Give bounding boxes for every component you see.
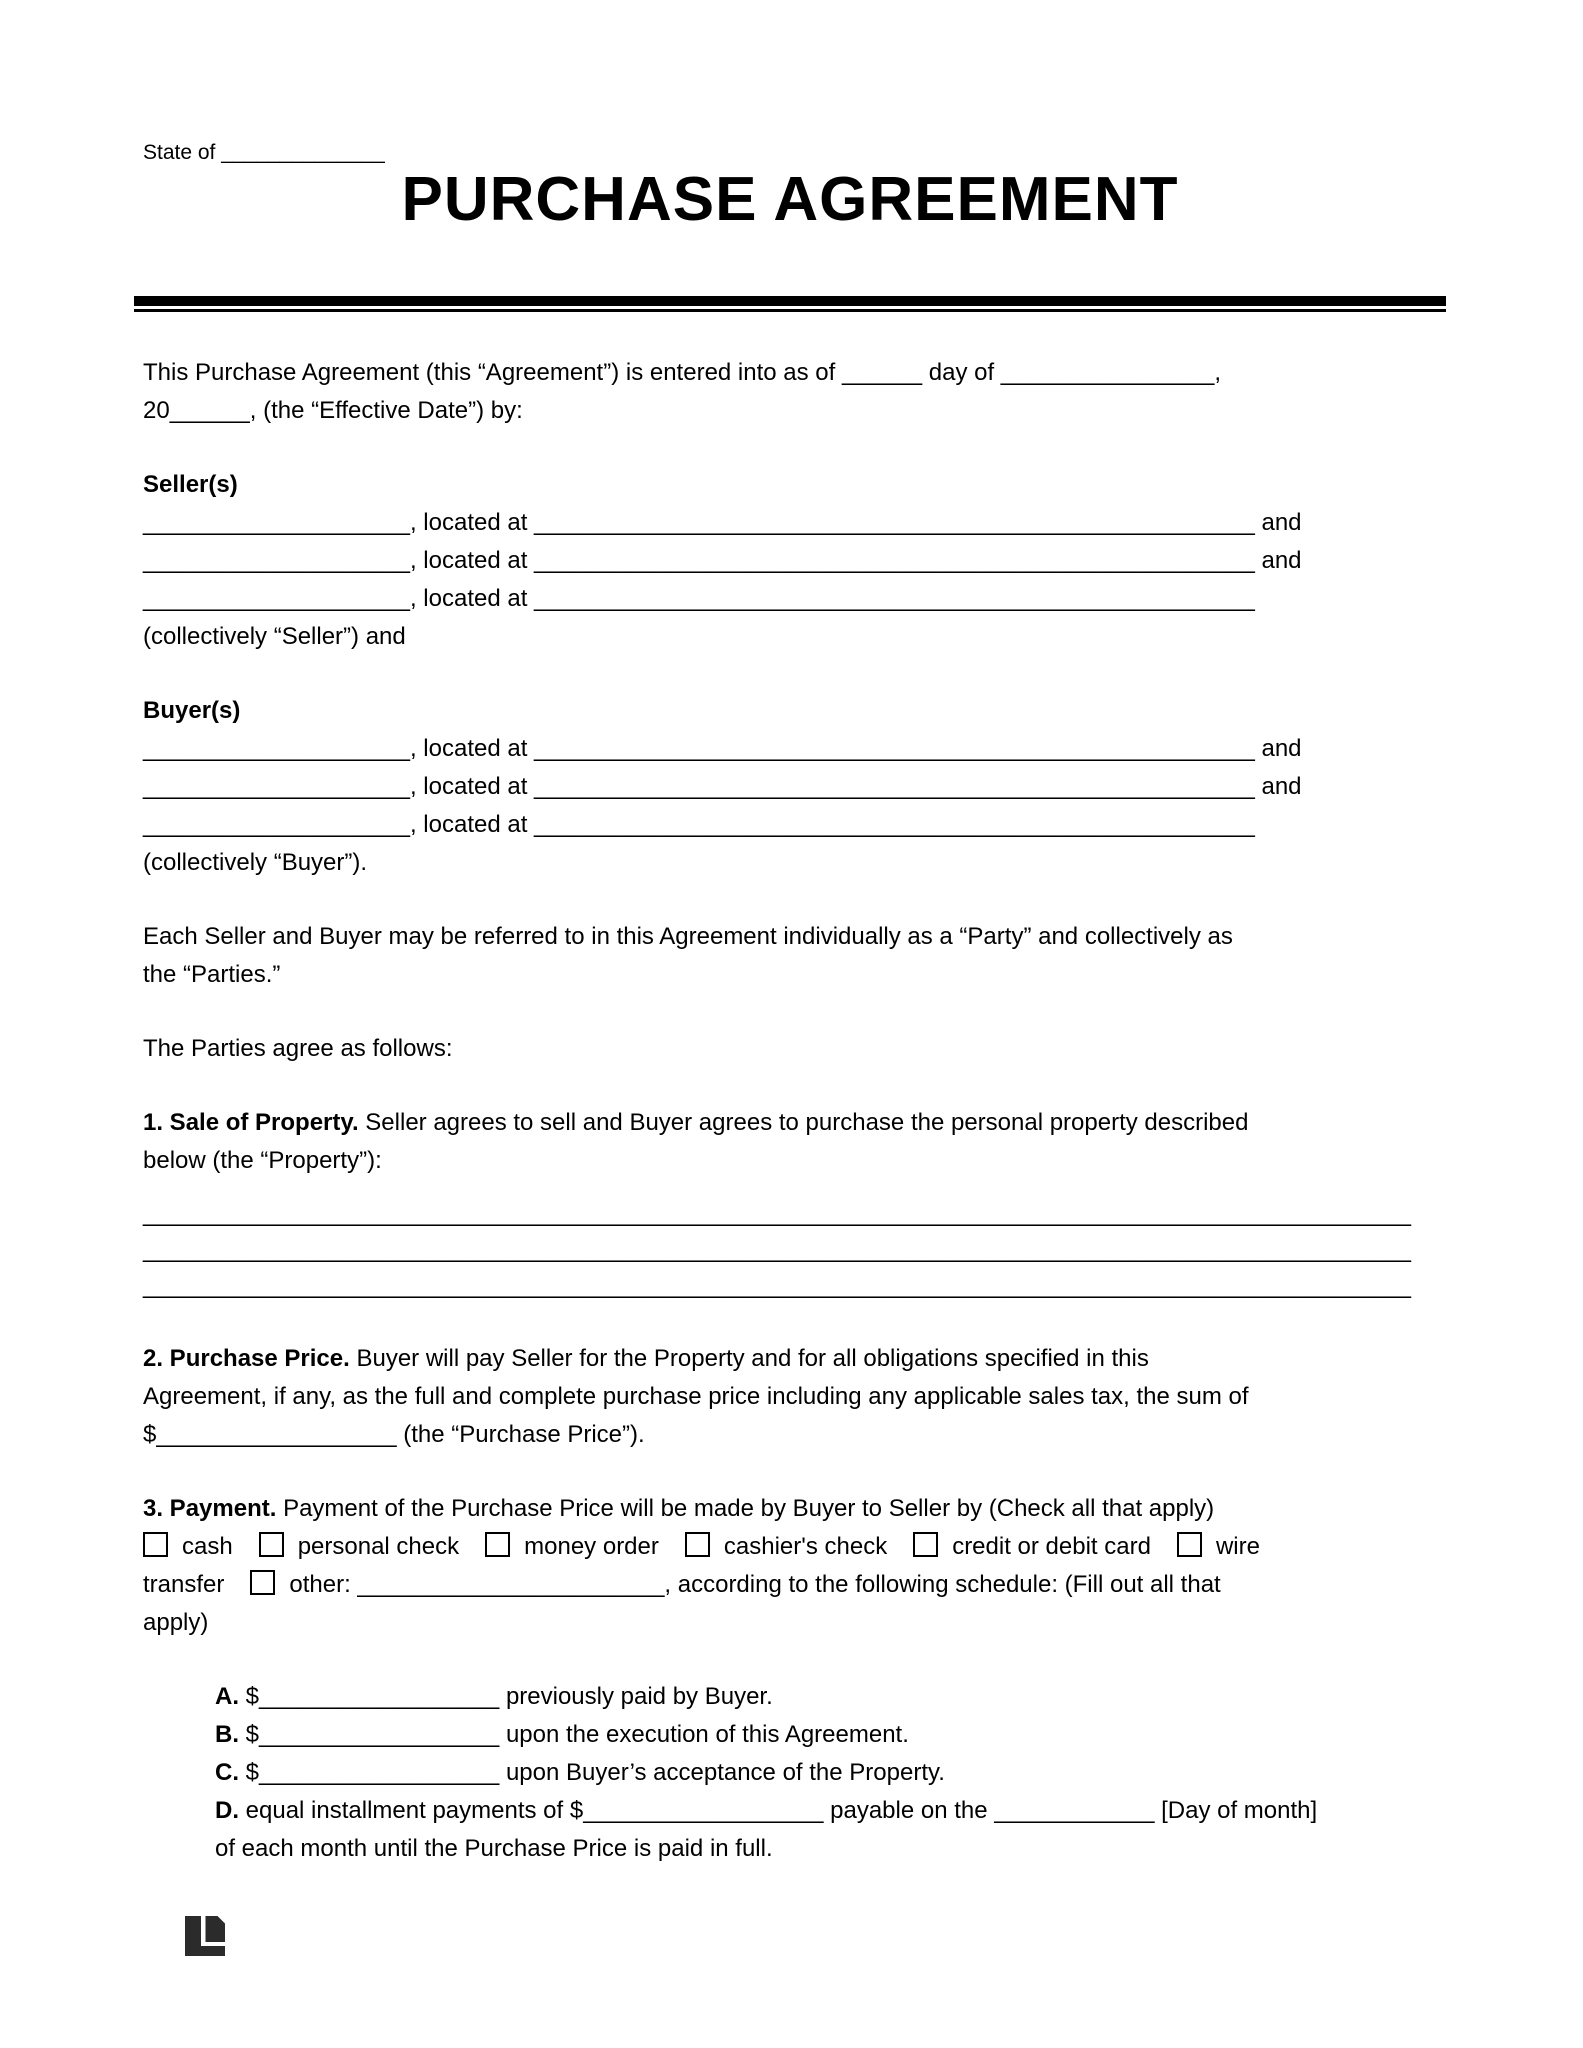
text-run: _______________________________________________________________________________________________ <box>143 1272 1412 1299</box>
bold-text-run: A. <box>215 1683 239 1710</box>
text-run: ____________________, located at ______________________________________________________ and <box>143 773 1302 800</box>
text-run: of each month until the Purchase Price is paid in full. <box>215 1835 773 1862</box>
text-run: credit or debit card <box>952 1533 1151 1560</box>
text-run: ____________________, located at ______________________________________________________ and <box>143 735 1302 762</box>
sellers-section <box>143 466 1437 656</box>
bold-text-run: Buyer(s) <box>143 697 241 724</box>
text-run: the “Parties.” <box>143 961 281 988</box>
text-run: (collectively “Seller”) and <box>143 623 406 650</box>
text-line <box>143 1104 1437 1142</box>
checkbox-cashiers-check[interactable] <box>685 1532 710 1557</box>
text-line <box>143 692 1437 730</box>
text-line <box>143 1566 1437 1604</box>
text-line <box>215 1678 1437 1716</box>
text-line <box>143 768 1437 806</box>
text-run: ____________________, located at ______________________________________________________ <box>143 811 1255 838</box>
text-run: ____________________, located at ______________________________________________________ <box>143 585 1255 612</box>
text-run: $__________________ previously paid by Buyer. <box>239 1683 773 1710</box>
text-run: apply) <box>143 1609 209 1636</box>
text-line <box>215 1830 1437 1868</box>
text-run: $__________________ upon the execution of this Agreement. <box>239 1721 909 1748</box>
text-line <box>143 392 1437 430</box>
text-run: money order <box>524 1533 659 1560</box>
legaltemplates-logo <box>185 1916 225 1956</box>
text-line <box>143 1232 1437 1268</box>
bold-text-run: 3. Payment. <box>143 1495 277 1522</box>
text-run: other: _______________________, according to the following schedule: (Fill out all that <box>289 1571 1221 1598</box>
page-title: PURCHASE AGREEMENT <box>401 165 1179 234</box>
bold-text-run: 1. Sale of Property. <box>143 1109 359 1136</box>
checkbox-credit-or-debit-card[interactable] <box>913 1532 938 1557</box>
text-run: _______________________________________________________________________________________________ <box>143 1200 1412 1227</box>
text-run: 20______, (the “Effective Date”) by: <box>143 397 523 424</box>
text-line <box>143 1490 1437 1528</box>
checkbox-cash[interactable] <box>143 1532 168 1557</box>
text-line <box>143 1416 1437 1454</box>
text-run: ____________________, located at ______________________________________________________ and <box>143 509 1302 536</box>
text-line <box>143 466 1437 504</box>
text-line <box>143 580 1437 618</box>
text-line <box>215 1716 1437 1754</box>
text-run: Seller agrees to sell and Buyer agrees to purchase the personal property described <box>358 1109 1249 1136</box>
legaltemplates-logo-icon <box>185 1916 225 1956</box>
text-line <box>143 504 1437 542</box>
text-run: Buyer will pay Seller for the Property and for all obligations specified in this <box>349 1345 1149 1372</box>
parties-paragraph <box>143 918 1437 994</box>
text-line <box>143 1604 1437 1642</box>
checkbox-personal-check[interactable] <box>259 1532 284 1557</box>
text-line <box>143 1142 1437 1180</box>
text-run: _______________________________________________________________________________________________ <box>143 1236 1412 1263</box>
text-run: equal installment payments of $__________________ payable on the ____________ [Day of month] <box>239 1797 1318 1824</box>
property-description-blanks <box>143 1196 1437 1304</box>
text-run: The Parties agree as follows: <box>143 1035 453 1062</box>
text-run: cashier's check <box>723 1533 888 1560</box>
sale-of-property-section <box>143 1104 1437 1180</box>
purchase-price-section <box>143 1340 1437 1454</box>
checkbox-wire-transfer[interactable] <box>1177 1532 1202 1557</box>
text-line <box>143 844 1437 882</box>
state-of-label: State of <box>143 141 216 164</box>
checkbox-other[interactable] <box>250 1570 275 1595</box>
text-line <box>143 1030 1437 1068</box>
text-line <box>143 1528 1437 1566</box>
text-line <box>143 542 1437 580</box>
text-line <box>215 1792 1437 1830</box>
text-run: Each Seller and Buyer may be referred to in this Agreement individually as a “Party” and collectively as <box>143 923 1233 950</box>
bold-text-run: D. <box>215 1797 239 1824</box>
checkbox-money-order[interactable] <box>485 1532 510 1557</box>
text-run: transfer <box>143 1571 225 1598</box>
text-run: Payment of the Purchase Price will be made by Buyer to Seller by (Check all that apply) <box>276 1495 1215 1522</box>
text-line <box>143 1378 1437 1416</box>
text-line <box>143 1340 1437 1378</box>
text-run: wire <box>1215 1533 1260 1560</box>
bold-text-run: B. <box>215 1721 239 1748</box>
text-run: personal check <box>297 1533 460 1560</box>
bold-text-run: 2. Purchase Price. <box>143 1345 350 1372</box>
text-run: Agreement, if any, as the full and complete purchase price including any applicable sales tax, the sum of <box>143 1383 1249 1410</box>
text-line <box>143 806 1437 844</box>
payment-schedule-list <box>143 1678 1437 1868</box>
text-line <box>143 618 1437 656</box>
text-run: $__________________ (the “Purchase Price”). <box>143 1421 645 1448</box>
text-run: $__________________ upon Buyer’s acceptance of the Property. <box>239 1759 945 1786</box>
title-divider-rule <box>134 296 1446 312</box>
text-run: cash <box>182 1533 233 1560</box>
text-line <box>143 730 1437 768</box>
text-run: (collectively “Buyer”). <box>143 849 368 876</box>
intro-paragraph <box>143 354 1437 430</box>
bold-text-run: Seller(s) <box>143 471 238 498</box>
text-run: ____________________, located at ______________________________________________________ and <box>143 547 1302 574</box>
agree-paragraph <box>143 1030 1437 1068</box>
text-line <box>143 1268 1437 1304</box>
text-run: below (the “Property”): <box>143 1147 382 1174</box>
buyers-section <box>143 692 1437 882</box>
bold-text-run: C. <box>215 1759 239 1786</box>
text-line <box>143 956 1437 994</box>
state-of-line <box>143 140 1437 166</box>
state-of-blank: ______________ <box>221 141 385 164</box>
text-line <box>215 1754 1437 1792</box>
text-line <box>143 918 1437 956</box>
text-line <box>143 354 1437 392</box>
text-line <box>143 1196 1437 1232</box>
payment-section <box>143 1490 1437 1642</box>
text-run: This Purchase Agreement (this “Agreement”) is entered into as of ______ day of ________________, <box>143 359 1222 386</box>
